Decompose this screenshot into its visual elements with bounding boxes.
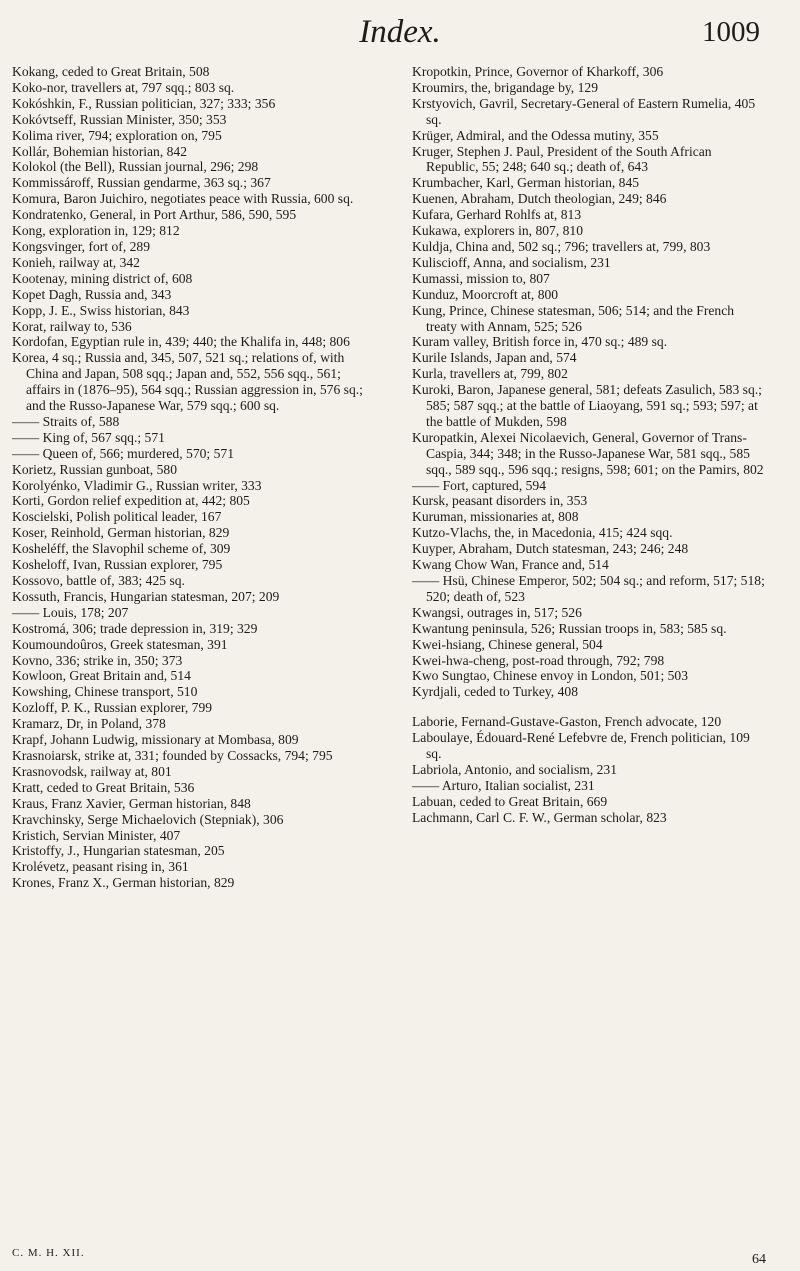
index-entry-text: Kolima river, 794; exploration on, 795 — [12, 127, 222, 143]
index-entry — [12, 605, 366, 621]
index-entry — [412, 621, 766, 637]
index-entry-text: —— Straits of, 588 — [12, 413, 120, 429]
index-entry-text: Kuruman, missionaries at, 808 — [412, 509, 579, 525]
index-entry — [412, 730, 766, 762]
index-entry-text: Kukawa, explorers in, 807, 810 — [412, 223, 584, 239]
index-entry — [12, 144, 366, 160]
index-entry — [412, 794, 766, 810]
index-entry — [412, 223, 766, 239]
index-entry — [12, 303, 366, 319]
index-entry-text: Kursk, peasant disorders in, 353 — [412, 493, 588, 509]
index-entry — [12, 478, 366, 494]
index-entry — [12, 573, 366, 589]
index-entry-text: Kosheloff, Ivan, Russian explorer, 795 — [12, 557, 223, 573]
index-entry-text: Labriola, Antonio, and socialism, 231 — [412, 761, 618, 777]
index-entry — [12, 589, 366, 605]
index-entry — [412, 271, 766, 287]
index-entry-text: Kommissároff, Russian gendarme, 363 sq.; 367 — [12, 175, 271, 191]
index-entry-text: —— Queen of, 566; murdered, 570; 571 — [12, 445, 234, 461]
index-entry-text: Kung, Prince, Chinese statesman, 506; 514; and the French treaty with Annam, 525; 526 — [412, 302, 738, 334]
index-entry — [12, 764, 366, 780]
index-entry — [12, 191, 366, 207]
index-entry — [12, 637, 366, 653]
index-entry-text: Kowloon, Great Britain and, 514 — [12, 668, 191, 684]
index-entry-text: Korolyénko, Vladimir G., Russian writer, 333 — [12, 477, 262, 493]
index-entry — [12, 509, 366, 525]
index-entry — [412, 430, 766, 478]
index-entry — [12, 159, 366, 175]
index-entry — [12, 748, 366, 764]
index-column-right — [412, 64, 769, 826]
index-entry-text: Krüger, Admiral, and the Odessa mutiny, 355 — [412, 127, 659, 143]
index-entry-text: Kurla, travellers at, 799, 802 — [412, 366, 568, 382]
index-entry — [412, 810, 766, 826]
index-entry — [12, 223, 366, 239]
index-entry — [412, 191, 766, 207]
index-entry-text: Kovno, 336; strike in, 350; 373 — [12, 652, 183, 668]
index-entry-text: Kopet Dagh, Russia and, 343 — [12, 286, 172, 302]
index-entry-text: Kwei-hwa-cheng, post-road through, 792; 798 — [412, 652, 665, 668]
index-entry-text: Kravchinsky, Serge Michaelovich (Stepniak), 306 — [12, 811, 284, 827]
index-entry-text: Krones, Franz X., German historian, 829 — [12, 875, 235, 891]
index-entry — [12, 700, 366, 716]
index-entry-text: Korat, railway to, 536 — [12, 318, 132, 334]
index-entry-text: Konieh, railway at, 342 — [12, 254, 140, 270]
index-entry — [412, 605, 766, 621]
index-entry — [412, 207, 766, 223]
index-entry — [412, 509, 766, 525]
index-entry-text: Kropotkin, Prince, Governor of Kharkoff, 306 — [412, 64, 664, 79]
index-entry — [412, 778, 766, 794]
index-entry — [12, 334, 366, 350]
index-entry — [12, 271, 366, 287]
index-entry — [12, 430, 366, 446]
index-entry-text: Kwangsi, outrages in, 517; 526 — [412, 604, 582, 620]
index-entry-text: —— Fort, captured, 594 — [412, 477, 547, 493]
index-entry-text: Kuyper, Abraham, Dutch statesman, 243; 246; 248 — [412, 541, 689, 557]
index-entry — [412, 525, 766, 541]
index-entry — [12, 319, 366, 335]
index-entry — [12, 414, 366, 430]
index-entry — [12, 557, 366, 573]
index-entry — [12, 493, 366, 509]
index-entry-text: Kruger, Stephen J. Paul, President of the South African Republic, 55; 248; 640 sq.; death of, 643 — [412, 143, 716, 175]
index-entry — [412, 144, 766, 176]
index-entry-text: Kollár, Bohemian historian, 842 — [12, 143, 188, 159]
index-entry — [412, 175, 766, 191]
index-entry — [12, 207, 366, 223]
index-entry — [12, 875, 366, 891]
index-entry — [12, 732, 366, 748]
index-entry-text: Kostromá, 306; trade depression in, 319; 329 — [12, 620, 258, 636]
index-entry-text: —— Arturo, Italian socialist, 231 — [412, 777, 595, 793]
index-entry-text: Kufara, Gerhard Rohlfs at, 813 — [412, 207, 582, 223]
index-entry-text: Kongsvinger, fort of, 289 — [12, 238, 151, 254]
index-entry — [12, 239, 366, 255]
index-entry — [412, 637, 766, 653]
index-entry — [12, 716, 366, 732]
index-entry-text: Korietz, Russian gunboat, 580 — [12, 461, 177, 477]
index-entry-text: —— Louis, 178; 207 — [12, 604, 129, 620]
index-entry-text: Krolévetz, peasant rising in, 361 — [12, 859, 189, 875]
index-entry — [12, 525, 366, 541]
index-entry-text: Krasnovodsk, railway at, 801 — [12, 763, 172, 779]
index-entry-text: Koscielski, Polish political leader, 167 — [12, 509, 222, 525]
index-entry — [12, 255, 366, 271]
running-title: Index. — [359, 14, 441, 50]
index-entry — [412, 128, 766, 144]
index-entry — [412, 653, 766, 669]
index-entry — [412, 303, 766, 335]
index-entry — [12, 112, 366, 128]
index-entry-text: Kosheléff, the Slavophil scheme of, 309 — [12, 541, 231, 557]
index-entry-text: Kokóvtseff, Russian Minister, 350; 353 — [12, 111, 227, 127]
index-entry-text: Kuroki, Baron, Japanese general, 581; defeats Zasulich, 583 sq.; 585; 587 sqq.; at the battle of Liaoyang, 591 sq.; 593; 597; at the battle of Mukden, 598 — [412, 382, 766, 429]
index-entry-text: Kozloff, P. K., Russian explorer, 799 — [12, 700, 213, 716]
index-entry — [412, 350, 766, 366]
index-entry — [412, 80, 766, 96]
index-entry-text: Kuropatkin, Alexei Nicolaevich, General, Governor of Trans-Caspia, 344; 348; in the Russo-Japanese War, 581 sqq., 585 sqq., 589 sqq., 596 sqq.; resigns, 598; 601; on the Pamirs, 802 — [412, 429, 764, 477]
index-entry-text: Kramarz, Dr, in Poland, 378 — [12, 716, 166, 732]
index-entry-text: Kokang, ceded to Great Britain, 508 — [12, 64, 210, 79]
index-entry-text: Kolokol (the Bell), Russian journal, 296; 298 — [12, 159, 259, 175]
index-entry-text: —— Hsü, Chinese Emperor, 502; 504 sq.; and reform, 517; 518; 520; death of, 523 — [412, 573, 769, 604]
index-entry — [12, 812, 366, 828]
index-entry — [412, 573, 769, 605]
index-entry — [12, 843, 366, 859]
index-entry — [412, 762, 766, 778]
index-entry-text: Lachmann, Carl C. F. W., German scholar, 823 — [412, 809, 667, 825]
index-entry-text: Kraus, Franz Xavier, German historian, 848 — [12, 795, 251, 811]
index-entry-text: Kyrdjali, ceded to Turkey, 408 — [412, 684, 578, 700]
index-entry-text: Kuldja, China and, 502 sq.; 796; travellers at, 799, 803 — [412, 238, 711, 254]
signature-mark: C. M. H. XII. — [12, 1247, 85, 1259]
index-entry-text: Kuenen, Abraham, Dutch theologian, 249; 846 — [412, 191, 667, 207]
index-entry-text: Krstyovich, Gavril, Secretary-General of Eastern Rumelia, 405 sq. — [412, 95, 759, 127]
index-entry-text: Kurile Islands, Japan and, 574 — [412, 350, 577, 366]
index-entry-text: Komura, Baron Juichiro, negotiates peace with Russia, 600 sq. — [12, 191, 354, 207]
index-entry-text: Laboulaye, Édouard-René Lefebvre de, French politician, 109 sq. — [412, 730, 754, 762]
index-entry-text: Kootenay, mining district of, 608 — [12, 270, 193, 286]
index-entry — [12, 446, 366, 462]
index-entry — [12, 684, 366, 700]
index-entry-text: Kwantung peninsula, 526; Russian troops in, 583; 585 sq. — [412, 620, 727, 636]
index-entry-text: Kossovo, battle of, 383; 425 sq. — [12, 573, 185, 588]
index-entry — [12, 780, 366, 796]
index-entry-text: Korti, Gordon relief expedition at, 442; 805 — [12, 493, 250, 509]
index-entry-text: Kuram valley, British force in, 470 sq.; 489 sq. — [412, 334, 668, 350]
index-entry — [12, 80, 366, 96]
index-entry — [12, 541, 366, 557]
index-entry-text: Kowshing, Chinese transport, 510 — [12, 684, 198, 700]
index-entry — [412, 684, 766, 700]
index-entry — [412, 64, 766, 80]
index-column-left — [12, 64, 366, 891]
index-entry-text: Kratt, ceded to Great Britain, 536 — [12, 779, 195, 795]
index-entry-text: Kroumirs, the, brigandage by, 129 — [412, 79, 598, 95]
index-entry — [12, 859, 366, 875]
index-entry — [412, 287, 766, 303]
index-entry — [412, 382, 766, 430]
index-entry-text: Kristoffy, J., Hungarian statesman, 205 — [12, 843, 225, 859]
index-entry-text: Koumoundoûros, Greek statesman, 391 — [12, 636, 228, 652]
index-entry — [412, 541, 766, 557]
sheet-number: 64 — [752, 1252, 766, 1267]
index-entry — [12, 462, 366, 478]
index-entry-text: Kwang Chow Wan, France and, 514 — [412, 557, 609, 573]
index-entry — [12, 287, 366, 303]
index-entry-text: Kordofan, Egyptian rule in, 439; 440; the Khalifa in, 448; 806 — [12, 334, 350, 350]
index-entry — [12, 175, 366, 191]
index-entry-text: —— King of, 567 sqq.; 571 — [12, 429, 165, 445]
index-entry-text: Kong, exploration in, 129; 812 — [12, 223, 180, 239]
index-entry-text: Kopp, J. E., Swiss historian, 843 — [12, 302, 190, 318]
index-entry — [12, 668, 366, 684]
index-entry-text: Kwo Sungtao, Chinese envoy in London, 501; 503 — [412, 668, 689, 684]
index-entry-text: Kokóshkin, F., Russian politician, 327; 333; 356 — [12, 95, 276, 111]
index-entry-text: Koko-nor, travellers at, 797 sqq.; 803 sq. — [12, 79, 235, 95]
index-entry — [412, 366, 766, 382]
index-entry — [412, 334, 766, 350]
index-entry-text: Labuan, ceded to Great Britain, 669 — [412, 793, 608, 809]
index-entry-text: Kumassi, mission to, 807 — [412, 270, 550, 286]
page-number: 1009 — [702, 16, 760, 48]
index-entry — [412, 478, 766, 494]
index-entry-text: Krapf, Johann Ludwig, missionary at Mombasa, 809 — [12, 732, 299, 748]
index-entry — [12, 796, 366, 812]
index-entry-text: Kuliscioff, Anna, and socialism, 231 — [412, 254, 611, 270]
page-header — [40, 10, 760, 54]
index-entry-text: Koser, Reinhold, German historian, 829 — [12, 525, 230, 541]
index-entry-text: Kwei-hsiang, Chinese general, 504 — [412, 636, 603, 652]
index-entry-text: Kossuth, Francis, Hungarian statesman, 207; 209 — [12, 588, 280, 604]
index-entry — [412, 714, 766, 730]
index-entry-text: Kondratenko, General, in Port Arthur, 586, 590, 595 — [12, 207, 297, 223]
index-entry-text: Laborie, Fernand-Gustave-Gaston, French advocate, 120 — [412, 714, 722, 730]
index-entry — [412, 96, 766, 128]
index-entry — [412, 557, 766, 573]
index-entry — [12, 96, 366, 112]
index-entry — [412, 255, 766, 271]
index-entry-text: Krasnoiarsk, strike at, 331; founded by Cossacks, 794; 795 — [12, 747, 333, 763]
index-entry — [412, 493, 766, 509]
index-entry — [12, 128, 366, 144]
index-entry — [412, 239, 766, 255]
index-entry-text: Krumbacher, Karl, German historian, 845 — [412, 175, 640, 191]
index-entry — [12, 828, 366, 844]
index-entry — [12, 653, 366, 669]
index-entry-text: Korea, 4 sq.; Russia and, 345, 507, 521 sq.; relations of, with China and Japan, 508 sqq.; Japan and, 552, 556 sqq., 561; affairs in (1876–95), 564 sqq.; Russian aggression in, 576 sq.; and the Russo-Japanese War, 579 sqq.; 600 sq. — [12, 350, 367, 414]
index-entry — [412, 668, 766, 684]
index-entry — [12, 621, 366, 637]
index-entry — [12, 64, 366, 80]
index-entry-text: Kunduz, Moorcroft at, 800 — [412, 286, 559, 302]
letter-section-gap — [412, 700, 766, 714]
index-entry — [12, 350, 366, 414]
index-entry-text: Kutzo-Vlachs, the, in Macedonia, 415; 424 sqq. — [412, 525, 673, 541]
index-entry-text: Kristich, Servian Minister, 407 — [12, 827, 181, 843]
